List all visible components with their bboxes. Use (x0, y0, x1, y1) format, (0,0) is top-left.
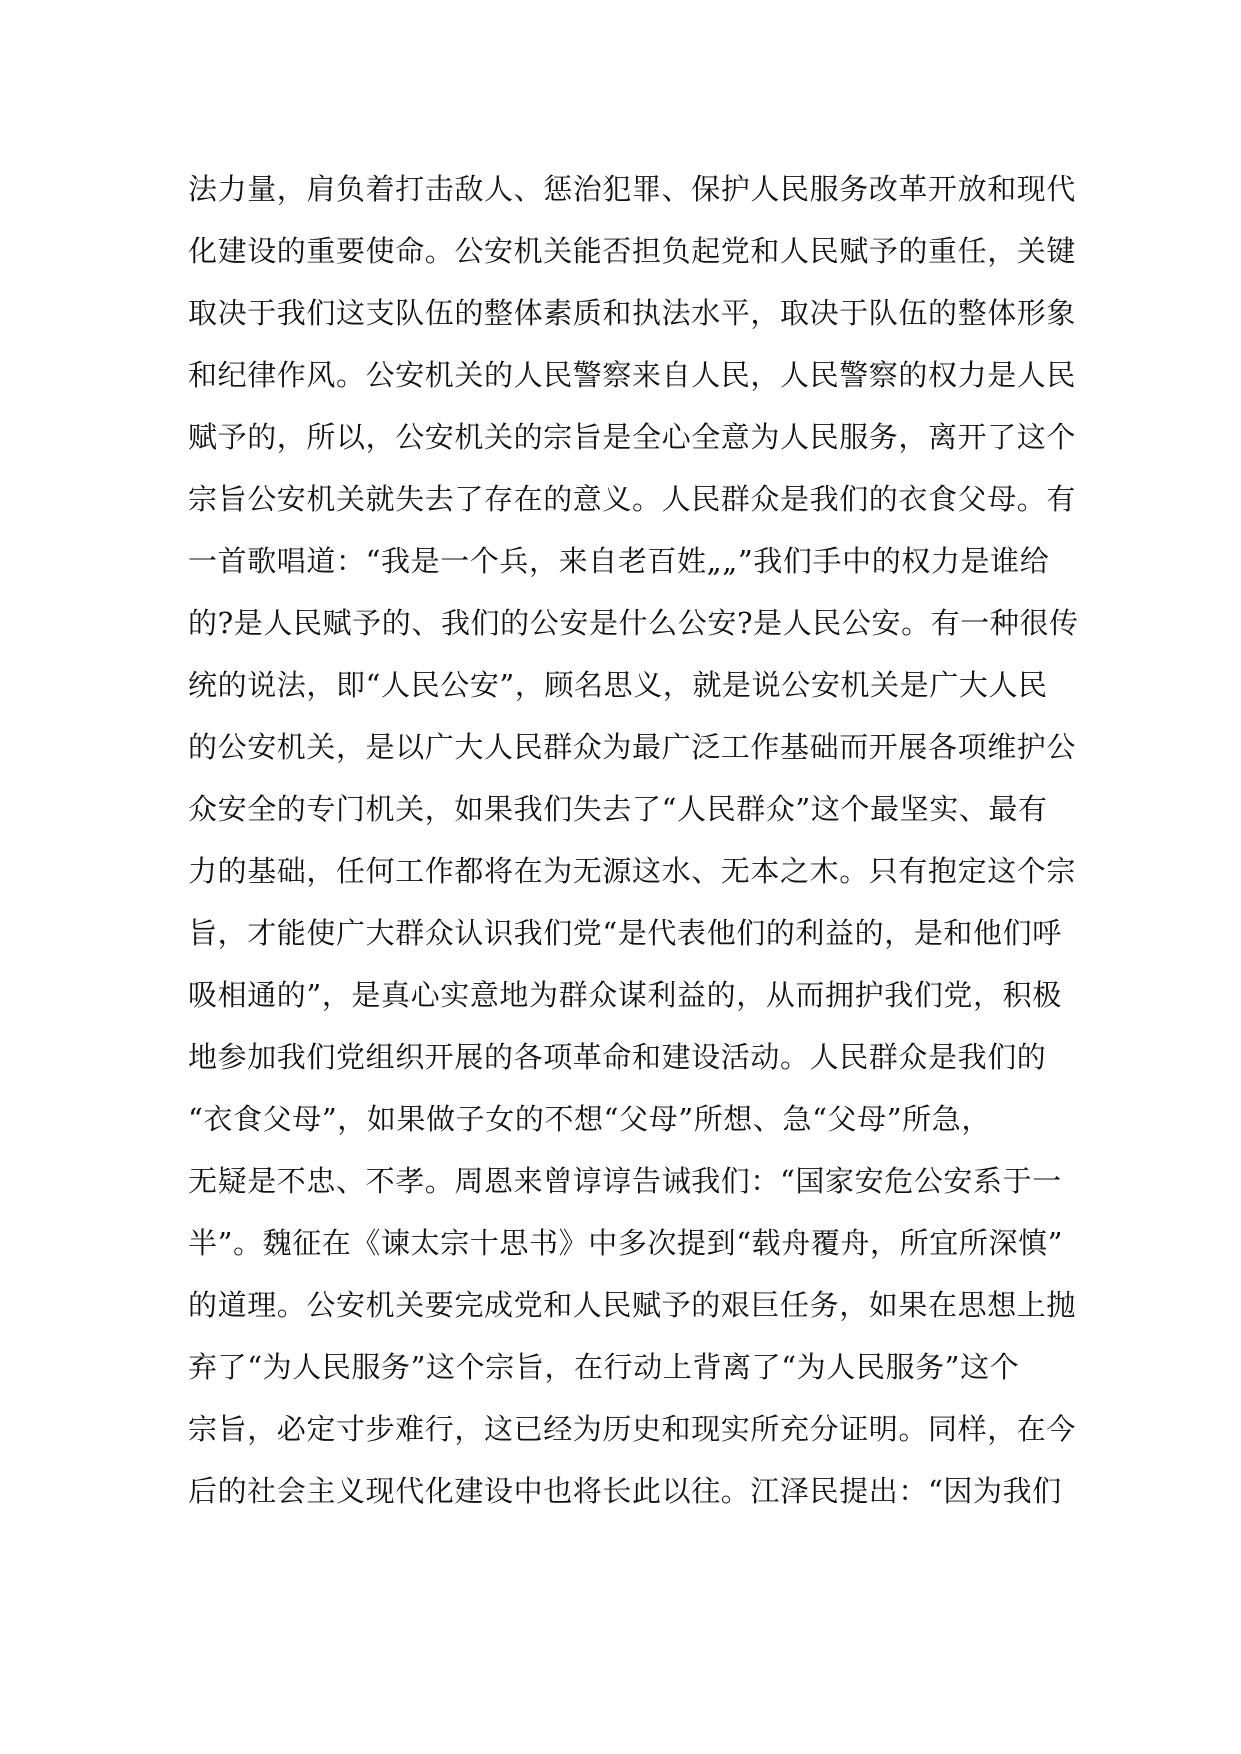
text-line: 旨，才能使广大群众认识我们党“是代表他们的利益的，是和他们呼 (188, 916, 1062, 950)
text-line: 一首歌唱道：“我是一个兵，来自老百姓„„”我们手中的权力是谁给 (188, 544, 1050, 578)
text-line: 的公安机关，是以广大人民群众为最广泛工作基础而开展各项维护公 (188, 730, 1077, 764)
text-line: 半”。魏征在《谏太宗十思书》中多次提到“载舟覆舟，所宜所深慎” (188, 1226, 1064, 1260)
text-line: 弃了“为人民服务”这个宗旨，在行动上背离了“为人民服务”这个 (188, 1350, 1020, 1384)
text-line: 和纪律作风。公安机关的人民警察来自人民，人民警察的权力是人民 (188, 358, 1077, 392)
text-line: 赋予的，所以，公安机关的宗旨是全心全意为人民服务，离开了这个 (188, 420, 1077, 454)
text-line: 的?是人民赋予的、我们的公安是什么公安?是人民公安。有一种很传 (188, 606, 1079, 640)
text-line: 无疑是不忠、不孝。周恩来曾谆谆告诫我们：“国家安危公安系于一 (188, 1164, 1062, 1198)
text-line: 力的基础，任何工作都将在为无源这水、无本之木。只有抱定这个宗 (188, 854, 1077, 888)
text-line: 宗旨，必定寸步难行，这已经为历史和现实所充分证明。同样，在今 (188, 1412, 1077, 1446)
body-text (188, 158, 1079, 1522)
text-line: 统的说法，即“人民公安”，顾名思义，就是说公安机关是广大人民 (188, 668, 1048, 702)
text-line: 后的社会主义现代化建设中也将长此以往。江泽民提出：“因为我们 (188, 1474, 1062, 1508)
text-line: “衣食父母”，如果做子女的不想“父母”所想、急“父母”所急， (188, 1102, 991, 1136)
text-line: 法力量，肩负着打击敌人、惩治犯罪、保护人民服务改革开放和现代 (188, 172, 1077, 206)
text-line: 的道理。公安机关要完成党和人民赋予的艰巨任务，如果在思想上抛 (188, 1288, 1077, 1322)
text-line: 取决于我们这支队伍的整体素质和执法水平，取决于队伍的整体形象 (188, 296, 1077, 330)
text-line: 宗旨公安机关就失去了存在的意义。人民群众是我们的衣食父母。有 (188, 482, 1077, 516)
text-line: 吸相通的”，是真心实意地为群众谋利益的，从而拥护我们党，积极 (188, 978, 1062, 1012)
text-line: 化建设的重要使命。公安机关能否担负起党和人民赋予的重任，关键 (188, 234, 1077, 268)
text-line: 地参加我们党组织开展的各项革命和建设活动。人民群众是我们的 (188, 1040, 1047, 1074)
text-line: 众安全的专门机关，如果我们失去了“人民群众”这个最坚实、最有 (188, 792, 1048, 826)
